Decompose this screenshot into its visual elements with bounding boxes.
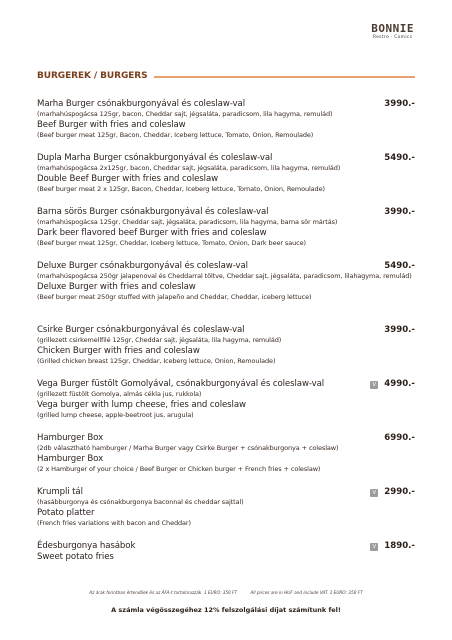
menu-item-title-hu: Édesburgonya hasábok <box>37 541 136 551</box>
menu-item-title-hu: Vega Burger füstölt Gomolyával, csónakburgonyával és coleslaw-val <box>37 379 325 389</box>
menu-item-price-wrap <box>384 207 415 218</box>
menu-item-title-row <box>37 207 415 218</box>
section-title: BURGEREK / BURGERS <box>37 71 148 81</box>
menu-item-price-wrap <box>384 433 415 444</box>
menu-item <box>37 207 415 248</box>
menu-item-price: 2990.- <box>384 487 415 497</box>
menu-item-title-hu: Dupla Marha Burger csónakburgonyával és coleslaw-val <box>37 153 273 163</box>
menu-item-desc-en: (French fries variations with bacon and Cheddar) <box>37 518 191 527</box>
menu-item-price: 3990.- <box>384 325 415 335</box>
menu-item-title-row <box>37 99 415 110</box>
service-charge-note: A számla végösszegéhez 12% felszolgálási díjat számítunk fel! <box>111 606 341 614</box>
menu-item <box>37 325 415 366</box>
menu-item-desc-en: (Beef burger meat 250gr stuffed with jalapeño and Cheddar, Cheddar, iceberg lettuce) <box>37 292 312 301</box>
menu-item-desc-hu: (hasábburgonya és csónakburgonya baconnal és cheddar sajttal) <box>37 498 244 506</box>
menu-item-title-en: Double Beef Burger with fries and coleslaw <box>37 173 219 184</box>
menu-item <box>37 433 415 474</box>
veg-icon: V <box>370 381 378 389</box>
menu-item-title-hu: Krumpli tál <box>37 487 83 497</box>
menu-item-title-en: Beef Burger with fries and coleslaw <box>37 119 186 130</box>
menu-item-desc-hu: (marhahúspogácsa 2x125gr, bacon, Cheddar sajt, jégsaláta, paradicsom, lila hagyma, remulád) <box>37 164 341 172</box>
menu-item-title-row <box>37 153 415 164</box>
menu-item-desc-en: (Beef burger meat 125gr, Bacon, Cheddar, Iceberg lettuce, Tomato, Onion, Remoulade) <box>37 130 314 139</box>
menu-item <box>37 153 415 194</box>
menu-item-title-en: Potato platter <box>37 507 95 518</box>
menu-item-title-en: Chicken Burger with fries and coleslaw <box>37 345 200 356</box>
menu-item <box>37 261 415 302</box>
logo <box>371 23 414 41</box>
menu-item-desc-en: (Grilled chicken breast 125gr, Cheddar, Iceberg lettuce, Onion, Remoulade) <box>37 356 276 365</box>
menu-item-price-wrap <box>384 99 415 110</box>
menu-item <box>37 487 415 528</box>
menu-item-title-en: Sweet potato fries <box>37 552 114 562</box>
menu-item-title-en: Deluxe Burger with fries and coleslaw <box>37 281 196 292</box>
menu-item-title-row <box>37 541 415 552</box>
menu-item-price: 1890.- <box>384 541 415 551</box>
price-note <box>0 590 452 595</box>
veg-icon: V <box>370 543 378 551</box>
menu-item-title-row <box>37 325 415 336</box>
menu-item-title-hu: Deluxe Burger csónakburgonyával és coleslaw-val <box>37 261 248 271</box>
price-note-hu: Az árak forintban értendőek és az ÁFA-t tartalmazzák. 1 EURO: 350 FT <box>89 590 238 595</box>
menu-item-desc-hu: (marhahúspogácsa 125gr, bacon, Cheddar sajt, jégsaláta, paradicsom, lila hagyma, remulád) <box>37 110 333 118</box>
menu-item <box>37 99 415 140</box>
menu-item <box>37 541 415 563</box>
menu-item-title-hu: Barna sörös Burger csónakburgonyával és coleslaw-val <box>37 207 269 217</box>
menu-item-title-hu: Csirke Burger csónakburgonyával és coleslaw-val <box>37 325 245 335</box>
menu-item-desc-hu: (marhahúspogácsa 125gr, Cheddar sajt, jégsaláta, paradicsom, lila hagyma, barna sör mártás) <box>37 218 338 226</box>
menu-item-desc-en: (2 x Hamburger of your choice / Beef Burger or Chicken burger + French fries + coleslaw) <box>37 464 321 473</box>
section-header <box>37 71 415 81</box>
menu-item-price-wrap <box>384 325 415 336</box>
section-divider <box>154 76 416 78</box>
menu-item-price: 5490.- <box>384 153 415 163</box>
menu-item-desc-hu: (2db választható hamburger / Marha Burger vagy Csirke Burger + csónakburgonya + coleslaw) <box>37 444 339 452</box>
menu-item-title-hu: Hamburger Box <box>37 433 104 443</box>
menu-item-desc-en: (Beef burger meat 125gr, Cheddar, Iceberg lettuce, Tomato, Onion, Dark beer sauce) <box>37 238 306 247</box>
menu-item-desc-hu: (marhahúspogácsa 250gr jalapenoval és Cheddarral töltve, Cheddar sajt, jégsaláta, paradicsom, lilahagyma, remulád) <box>37 272 412 280</box>
menu-item <box>37 379 415 420</box>
menu-item-price: 4990.- <box>384 379 415 389</box>
menu-item-desc-en: (grilled lump cheese, apple-beetroot jus, arugula) <box>37 410 194 419</box>
menu-item-title-en: Hamburger Box <box>37 453 104 464</box>
logo-name: BONNIE <box>371 22 414 35</box>
menu-item-title-row <box>37 433 415 444</box>
menu-item-price: 5490.- <box>384 261 415 271</box>
menu-item-price: 6990.- <box>384 433 415 443</box>
menu-item-price: 3990.- <box>384 99 415 109</box>
price-note-en: All prices are in HUF and include VAT. 1 EURO: 350 FT <box>250 590 363 595</box>
menu-item-title-row <box>37 261 415 272</box>
menu-item-price: 3990.- <box>384 207 415 217</box>
menu-item-title-en: Dark beer flavored beef Burger with fries and coleslaw <box>37 227 267 238</box>
menu-item-title-row <box>37 379 415 390</box>
menu-item-desc-hu: (grillezett füstölt Gomolya, almás cékla jus, rukkola) <box>37 390 202 398</box>
menu-item-price-wrap <box>370 379 415 390</box>
menu-item-title-hu: Marha Burger csónakburgonyával és coleslaw-val <box>37 99 245 109</box>
menu-item-desc-hu: (grillezett csirkemellfilé 125gr, Cheddar sajt, jégsaláta, lila hagyma, remulád) <box>37 336 282 344</box>
menu-item-price-wrap <box>384 261 415 272</box>
menu-item-price-wrap <box>384 153 415 164</box>
menu-item-desc-en: (Beef burger meat 2 x 125gr, Bacon, Cheddar, Iceberg lettuce, Tomato, Onion, Remoulade) <box>37 184 325 193</box>
menu-item-price-wrap <box>370 487 415 498</box>
menu-item-title-row <box>37 487 415 498</box>
logo-tagline: Restro · Comics <box>372 35 413 40</box>
menu-item-title-en: Vega burger with lump cheese, fries and coleslaw <box>37 399 246 410</box>
veg-icon: V <box>370 489 378 497</box>
menu-item-price-wrap <box>370 541 415 552</box>
